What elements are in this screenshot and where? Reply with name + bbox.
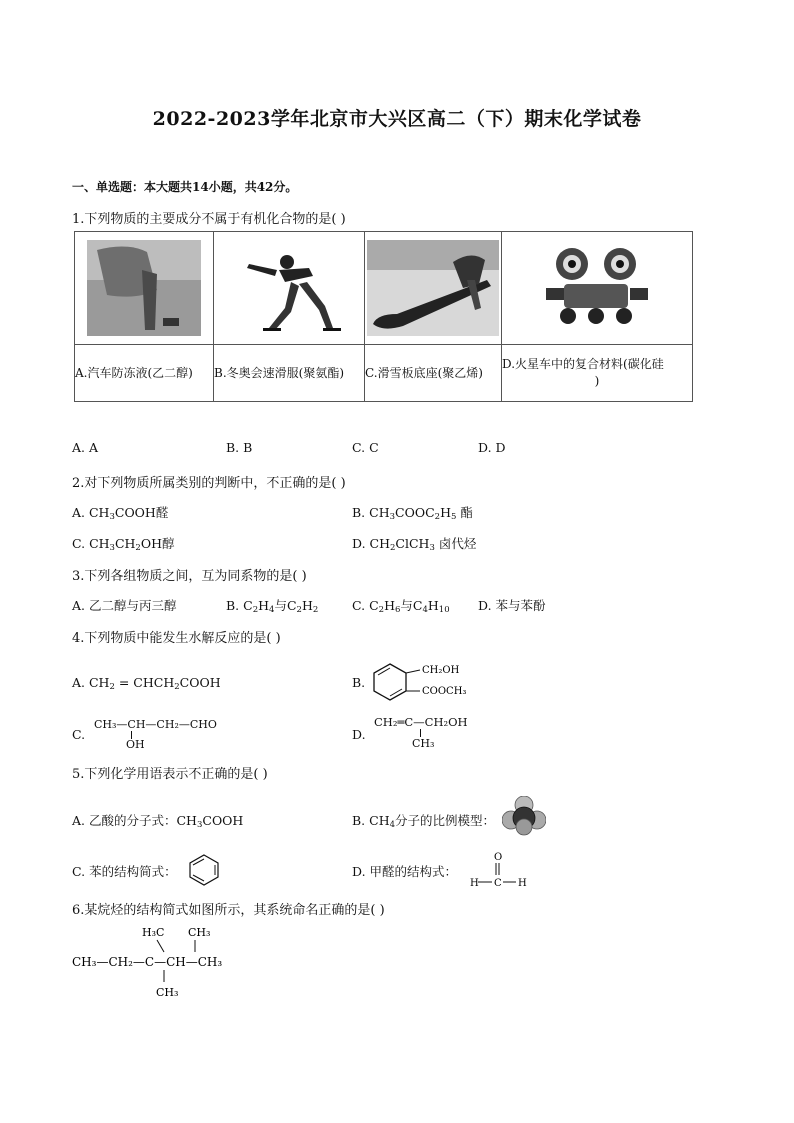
option-c-caption: C.滑雪板底座(聚乙烯)	[365, 345, 502, 402]
question-6-stem: 6.某烷烃的结构简式如图所示，其系统命名正确的是( )	[72, 903, 385, 918]
question-3-stem: 3.下列各组物质之间，互为同系物的是( )	[72, 569, 307, 584]
question-1-table	[74, 231, 693, 402]
option-a-caption: A.汽车防冻液(乙二醇)	[75, 345, 214, 402]
formaldehyde-h-right: H	[518, 878, 527, 889]
c-branch: OH	[126, 738, 145, 751]
alkane-top-right: CH₃	[188, 926, 211, 939]
formaldehyde-structure	[466, 848, 530, 890]
q4-option-b[interactable]: B.	[352, 675, 366, 690]
alkane-bottom: CH₃	[156, 986, 179, 999]
q5-option-d[interactable]: D. 甲醛的结构式：	[352, 864, 458, 879]
question-2-stem: 2.对下列物质所属类别的判断中，不正确的是( )	[72, 476, 346, 491]
formaldehyde-o: O	[494, 852, 503, 863]
q5-option-a[interactable]: A. 乙酸的分子式：$CH_3COOH$	[72, 813, 244, 830]
alkane-main-chain: CH₃—CH₂—C—CH—CH₃	[72, 955, 223, 969]
q1-option-c[interactable]: C. C	[352, 440, 379, 455]
q2-option-a[interactable]: A. $CH_3COOH$醛	[72, 505, 169, 522]
question-4-stem: 4.下列物质中能发生水解反应的是( )	[72, 631, 281, 646]
speed-skating-suit-image	[214, 232, 365, 345]
d-bond-line	[420, 729, 421, 737]
q3-option-a[interactable]: A. 乙二醇与丙三醇	[72, 598, 177, 613]
page-title: 2022-2023学年北京市大兴区高二（下）期末化学试卷	[152, 108, 642, 130]
benzene-structure	[187, 852, 221, 888]
question-1-stem: 1.下列物质的主要成分不属于有机化合物的是( )	[72, 212, 346, 227]
q1-option-d[interactable]: D. D	[478, 440, 506, 455]
methane-space-filling-model	[502, 796, 546, 836]
q5-option-c[interactable]: C. 苯的结构简式：	[72, 864, 177, 879]
q2-option-b[interactable]: B. $CH_3COOC_2H_5$ 酯	[352, 505, 473, 522]
option-d-caption: D.火星车中的复合材料(碳化硅 )	[502, 345, 693, 402]
question-5-stem: 5.下列化学用语表示不正确的是( )	[72, 767, 268, 782]
q2-option-c[interactable]: C. $CH_3CH_2OH$醇	[72, 536, 175, 553]
benzene-ring-structure	[368, 658, 478, 708]
option-b-caption: B.冬奥会速滑服(聚氨酯)	[214, 345, 365, 402]
q1-option-b[interactable]: B. B	[226, 440, 253, 455]
formaldehyde-h-left: H	[470, 878, 479, 889]
q3-option-d[interactable]: D. 苯与苯酚	[478, 598, 546, 613]
q3-option-c[interactable]: C. $C_2H_6$与$C_4H_{10}$	[352, 598, 450, 615]
antifreeze-image	[75, 232, 214, 345]
snowboard-image	[365, 232, 502, 345]
alkane-structure	[70, 922, 270, 1004]
q3-option-b[interactable]: B. $C_2H_4$与$C_2H_2$	[226, 598, 319, 615]
d-main-chain: CH₂═C—CH₂OH	[374, 715, 468, 729]
formaldehyde-c: C	[494, 878, 502, 889]
c-main-chain: CH₃—CH—CH₂—CHO	[94, 718, 217, 731]
q5-option-b[interactable]: B. $CH_4$分子的比例模型：	[352, 813, 496, 830]
q4-option-d[interactable]: D.	[352, 727, 366, 742]
q1-option-a[interactable]: A. A	[72, 440, 99, 455]
alkane-top-left: H₃C	[142, 926, 165, 939]
b-substituent-2: COOCH₃	[422, 686, 467, 697]
d-branch: CH₃	[412, 737, 435, 750]
section-heading: 一、单选题：本大题共14小题，共42分。	[72, 180, 298, 194]
mars-rover-image	[502, 232, 693, 345]
q2-option-d[interactable]: D. $CH_2ClCH_3$ 卤代烃	[352, 536, 477, 553]
q4-option-c[interactable]: C.	[72, 727, 86, 742]
b-substituent-1: CH₂OH	[422, 665, 460, 676]
q4-option-a[interactable]: A. $CH_2$ = $CHCH_2COOH$	[72, 675, 221, 692]
